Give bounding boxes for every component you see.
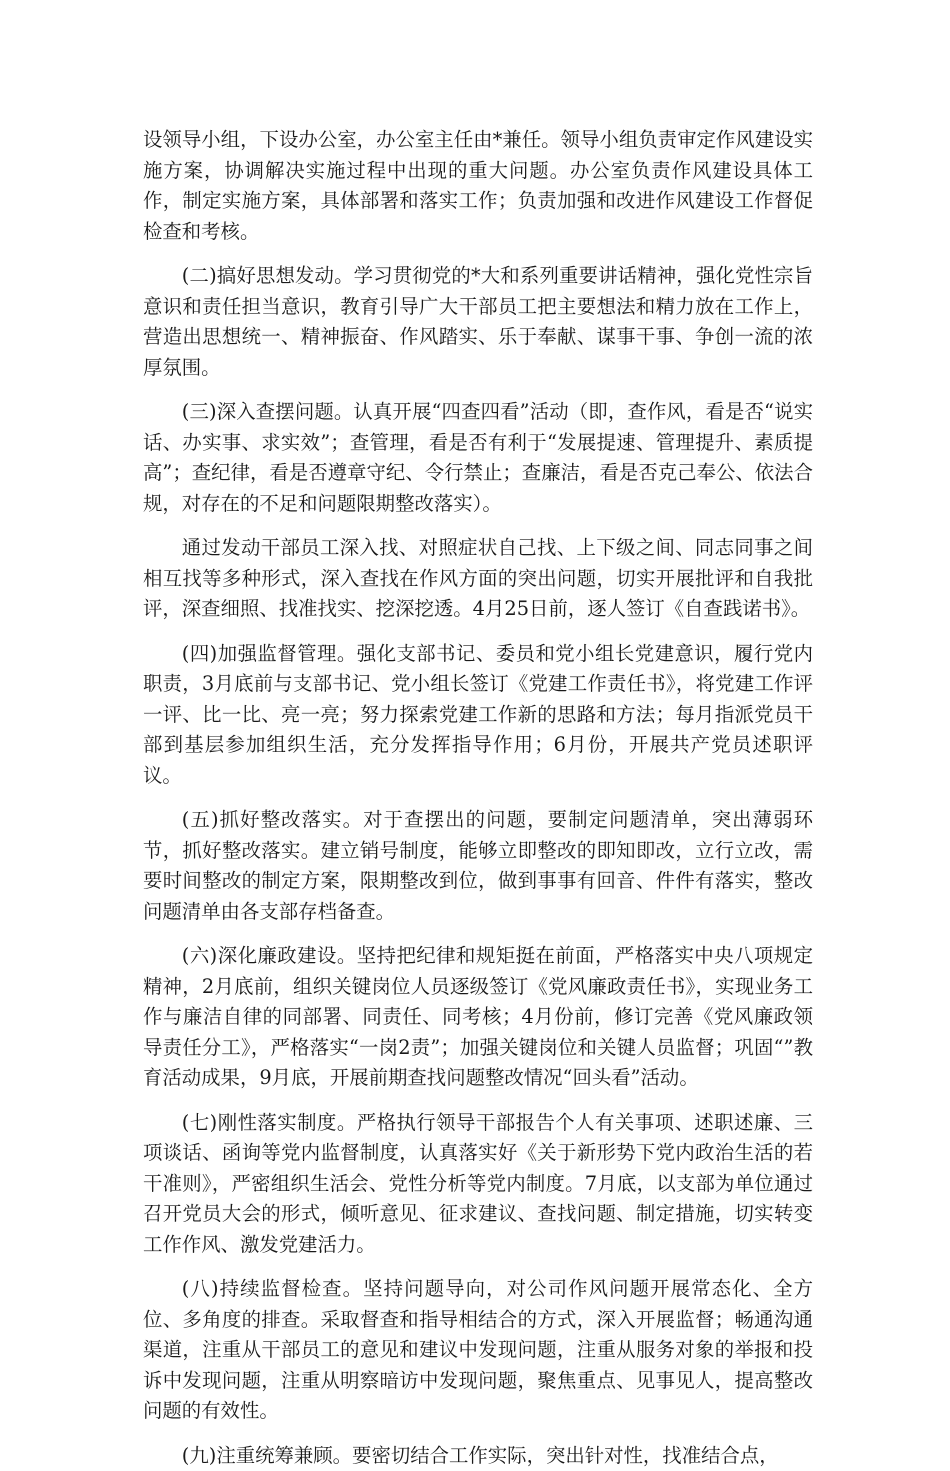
paragraph-mobilize-staff: 通过发动干部员工深入找、对照症状自己找、上下级之间、同志同事之间相互找等多种形式，深入查找在作风方面的突出问题，切实开展批评和自我批评，深查细照、找准找实、挖深挖透。4月25日前，逐人签订《自查践诺书》。 [143,533,813,625]
paragraph-integrity-building: (六)深化廉政建设。坚持把纪律和规矩挺在前面，严格落实中央八项规定精神，2月底前，组织关键岗位人员逐级签订《党风廉政责任书》，实现业务工作与廉洁自律的同部署、同责任、同考核；4月份前，修订完善《党风廉政领导责任分工》，严格落实“一岗2责”；加强关键岗位和关键人员监督；巩固“”教育活动成果，9月底，开展前期查找问题整改情况“回头看”活动。 [143,941,813,1094]
paragraph-continuous-inspection: (八)持续监督检查。坚持问题导向，对公司作风问题开展常态化、全方位、多角度的排查。采取督查和指导相结合的方式，深入开展监督；畅通沟通渠道，注重从干部员工的意见和建议中发现问题，注重从服务对象的举报和投诉中发现问题，注重从明察暗访中发现问题，聚焦重点、见事见人，提高整改问题的有效性。 [143,1274,813,1427]
paragraph-overall-planning: (九)注重统筹兼顾。要密切结合工作实际，突出针对性，找准结合点， [143,1441,813,1471]
paragraph-ideological-mobilization: (二)搞好思想发动。学习贯彻党的*大和系列重要讲话精神，强化党性宗旨意识和责任担当意识，教育引导广大干部员工把主要想法和精力放在工作上，营造出思想统一、精神振奋、作风踏实、乐于奉献、谋事干事、争创一流的浓厚氛围。 [143,261,813,383]
paragraph-supervision-management: (四)加强监督管理。强化支部书记、委员和党小组长党建意识，履行党内职责，3月底前与支部书记、党小组长签订《党建工作责任书》，将党建工作评一评、比一比、亮一亮；努力探索党建工作新的思路和方法；每月指派党员干部到基层参加组织生活，充分发挥指导作用；6月份，开展共产党员述职评议。 [143,639,813,792]
paragraph-rectification: (五)抓好整改落实。对于查摆出的问题，要制定问题清单，突出薄弱环节，抓好整改落实。建立销号制度，能够立即整改的即知即改，立行立改，需要时间整改的制定方案，限期整改到位，做到事事有回音、件件有落实，整改问题清单由各支部存档备查。 [143,805,813,927]
document-body [143,125,813,1471]
paragraph-implement-systems: (七)刚性落实制度。严格执行领导干部报告个人有关事项、述职述廉、三项谈话、函询等党内监督制度，认真落实好《关于新形势下党内政治生活的若干准则》，严密组织生活会、党性分析等党内制度。7月底，以支部为单位通过召开党员大会的形式，倾听意见、征求建议、查找问题、制定措施，切实转变工作作风、激发党建活力。 [143,1108,813,1261]
paragraph-find-problems: (三)深入查摆问题。认真开展“四查四看”活动（即，查作风，看是否“说实话、办实事、求实效”；查管理，看是否有利于“发展提速、管理提升、素质提高”；查纪律，看是否遵章守纪、令行禁止；查廉洁，看是否克己奉公、依法合规，对存在的不足和问题限期整改落实）。 [143,397,813,519]
paragraph-leadership-group: 设领导小组，下设办公室，办公室主任由*兼任。领导小组负责审定作风建设实施方案，协调解决实施过程中出现的重大问题。办公室负责作风建设具体工作，制定实施方案，具体部署和落实工作；负责加强和改进作风建设工作督促检查和考核。 [143,125,813,247]
